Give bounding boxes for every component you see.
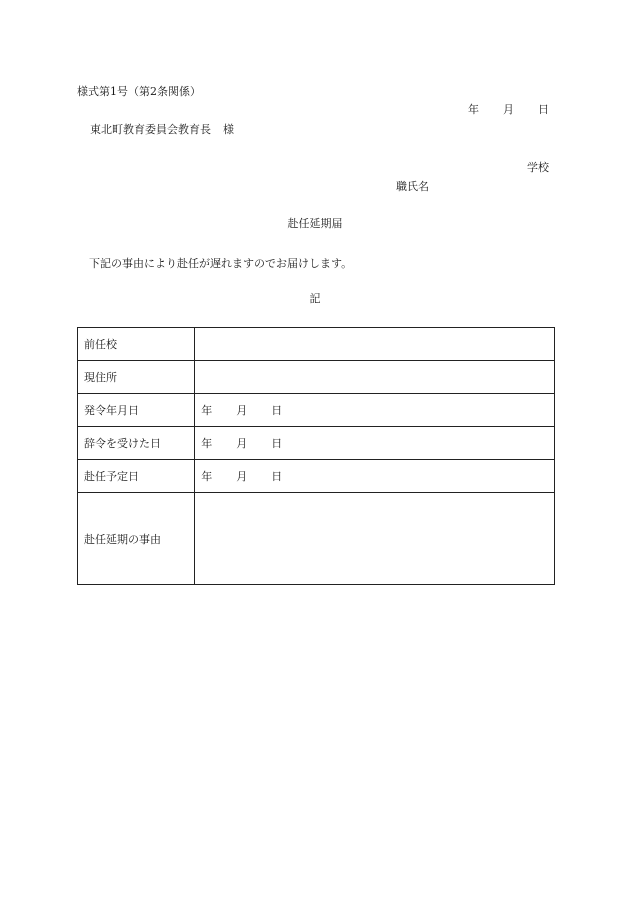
month-unit: 月 [236, 404, 248, 417]
addressee [90, 124, 234, 135]
day-unit: 日 [271, 437, 283, 450]
ki-heading: 記 [309, 292, 321, 305]
month-unit: 月 [236, 470, 248, 483]
day-unit: 日 [271, 470, 283, 483]
table-row [78, 394, 555, 427]
planned-arrival-date-label: 赴任予定日 [78, 460, 195, 493]
table-row [78, 460, 555, 493]
body-text: 下記の事由により赴任が遅れますのでお届けします。 [89, 257, 353, 270]
form-number-label: 様式第1号（第2条関係） [77, 85, 201, 98]
year-unit: 年 [201, 470, 213, 483]
addressee-name: 東北町教育委員会教育長 [90, 123, 211, 136]
addressee-honorific: 様 [223, 123, 234, 136]
document-title: 赴任延期届 [287, 217, 343, 230]
appointment-date-label: 発令年月日 [78, 394, 195, 427]
position-name-label: 職氏名 [396, 180, 429, 193]
day-unit: 日 [271, 404, 283, 417]
year-unit: 年 [201, 404, 213, 417]
date-month-label: 月 [503, 103, 514, 116]
previous-school-label: 前任校 [78, 328, 195, 361]
school-label: 学校 [527, 161, 549, 174]
table-row [78, 361, 555, 394]
previous-school-field[interactable] [195, 328, 555, 361]
table-row [78, 427, 555, 460]
current-address-label: 現住所 [78, 361, 195, 394]
submission-date [468, 104, 549, 115]
postponement-reason-label: 赴任延期の事由 [78, 493, 195, 585]
year-unit: 年 [201, 437, 213, 450]
postponement-reason-field[interactable] [195, 493, 555, 585]
date-year-label: 年 [468, 103, 479, 116]
notice-received-date-label: 辞令を受けた日 [78, 427, 195, 460]
appointment-date-field[interactable] [195, 394, 555, 427]
postponement-form-table [77, 327, 555, 585]
month-unit: 月 [236, 437, 248, 450]
planned-arrival-date-field[interactable] [195, 460, 555, 493]
date-day-label: 日 [538, 103, 549, 116]
table-row [78, 328, 555, 361]
current-address-field[interactable] [195, 361, 555, 394]
table-row [78, 493, 555, 585]
notice-received-date-field[interactable] [195, 427, 555, 460]
